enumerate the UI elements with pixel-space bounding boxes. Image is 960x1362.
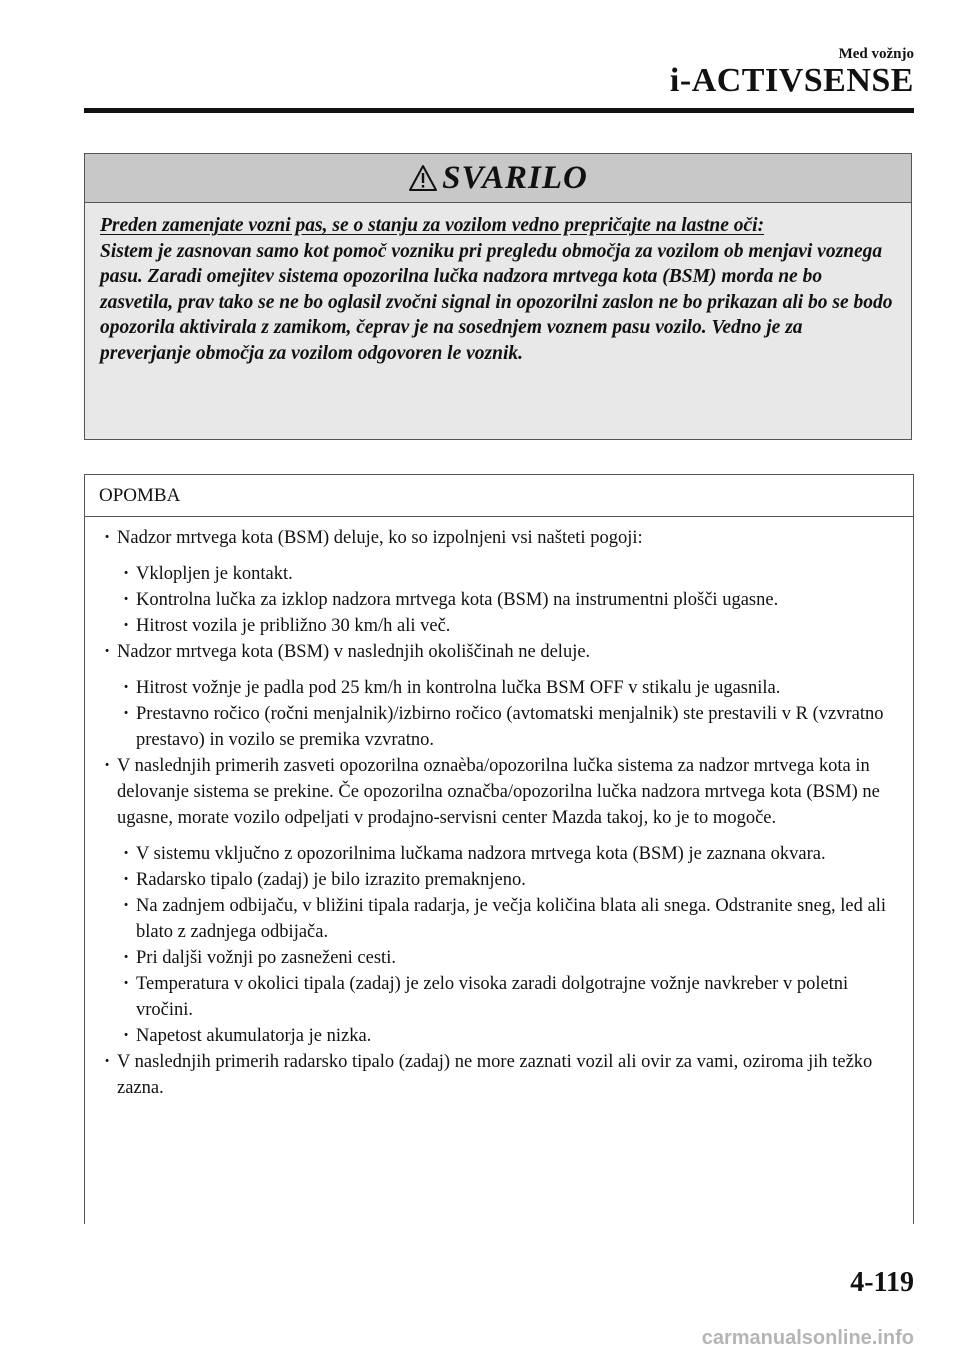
note-subitem: · Kontrolna lučka za izklop nadzora mrtvega kota (BSM) na instrumentni plošči ugasne.	[136, 587, 901, 613]
note-subitem: · Napetost akumulatorja je nizka.	[136, 1023, 901, 1049]
note-subitem: · Hitrost vozila je približno 30 km/h ali več.	[136, 613, 901, 639]
header-rule	[84, 108, 914, 113]
warning-lead: Preden zamenjate vozni pas, se o stanju za vozilom vedno prepričajte na lastne oči:	[100, 215, 765, 236]
note-subitem: · Radarsko tipalo (zadaj) je bilo izrazito premaknjeno.	[136, 867, 901, 893]
note-item: · Nadzor mrtvega kota (BSM) v naslednjih okoliščinah ne deluje.	[117, 639, 901, 665]
note-subitem: · Vklopljen je kontakt.	[136, 561, 901, 587]
section-title: Med vožnjo	[838, 46, 914, 62]
note-item: · Nadzor mrtvega kota (BSM) deluje, ko so izpolnjeni vsi našteti pogoji:	[117, 525, 901, 551]
page-number: 4-119	[850, 1267, 914, 1298]
note-box	[84, 474, 914, 1224]
warning-box	[84, 153, 912, 440]
watermark: carmanualsonline.info	[701, 1327, 914, 1349]
warning-body	[85, 203, 911, 366]
note-subitem: · Hitrost vožnje je padla pod 25 km/h in kontrolna lučka BSM OFF v stikalu je ugasnila.	[136, 675, 901, 701]
note-subitem: · V sistemu vključno z opozorilnima lučkama nadzora mrtvega kota (BSM) je zaznana okvara.	[136, 841, 901, 867]
chapter-title: i-ACTIVSENSE	[669, 62, 914, 99]
warning-header	[85, 154, 911, 203]
note-subitem: · Pri daljši vožnji po zasneženi cesti.	[136, 945, 901, 971]
warning-triangle-icon	[408, 164, 438, 192]
note-item: · V naslednjih primerih zasveti opozorilna oznaèba/opozorilna lučka sistema za nadzor mrtvega kota in delovanje sistema se prekine. Če opozorilna označba/opozorilna lučka nadzora mrtvega kota (BSM) ne ugasne, morate vozilo odpeljati v prodajno-servisni center Mazda takoj, ko je to mogoče.	[117, 753, 901, 831]
note-subitem: · Prestavno ročico (ročni menjalnik)/izbirno ročico (avtomatski menjalnik) ste prestavili v R (vzvratno prestavo) in vozilo se premika vzvratno.	[136, 701, 901, 753]
note-subitem: · Temperatura v okolici tipala (zadaj) je zelo visoka zaradi dolgotrajne vožnje navkreber v poletni vročini.	[136, 971, 901, 1023]
warning-title: SVARILO	[442, 159, 588, 196]
note-subitem: · Na zadnjem odbijaču, v bližini tipala radarja, je večja količina blata ali snega. Odstranite sneg, led ali blato z zadnjega odbijača.	[136, 893, 901, 945]
note-item: · V naslednjih primerih radarsko tipalo (zadaj) ne more zaznati vozil ali ovir za vami, oziroma jih težko zazna.	[117, 1049, 901, 1101]
note-title: OPOMBA	[85, 475, 913, 517]
warning-text: Sistem je zasnovan samo kot pomoč vozniku pri pregledu območja za vozilom ob menjavi voznega pasu. Zaradi omejitev sistema opozorilna lučka nadzora mrtvega kota (BSM) morda ne bo zasvetila, prav tako se ne bo oglasil zvočni signal in opozorilni zaslon ne bo prikazan ali bo se bodo opozorila aktivirala z zamikom, čeprav je na sosednjem voznem pasu vozilo. Vedno je za preverjanje območja za vozilom odgovoren le voznik.	[100, 240, 893, 364]
note-body	[85, 517, 913, 1101]
